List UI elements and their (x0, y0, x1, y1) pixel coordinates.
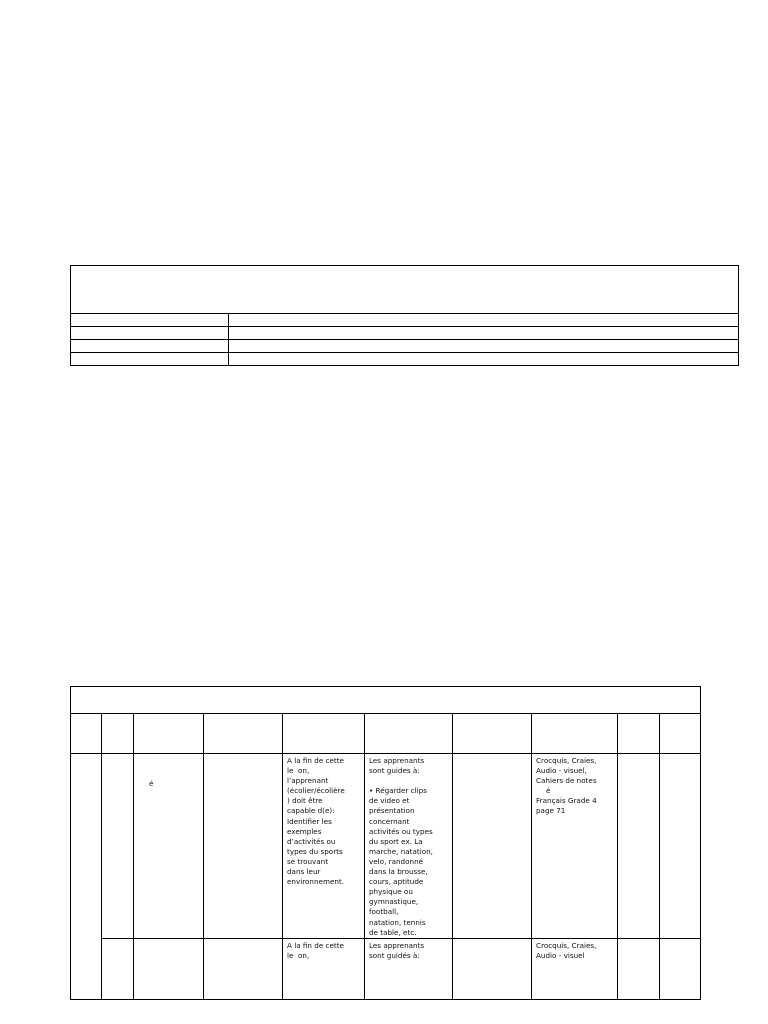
column-header (365, 714, 453, 754)
lesson-plan-table (70, 686, 701, 1000)
column-header (283, 714, 365, 754)
table-cell (134, 754, 204, 939)
info-label (71, 314, 229, 327)
table-row (71, 754, 701, 939)
column-header (618, 714, 660, 754)
header-row (71, 714, 701, 754)
table-cell (204, 938, 283, 999)
info-label (71, 353, 229, 366)
table-row (71, 314, 739, 327)
column-header (660, 714, 701, 754)
table-cell (618, 754, 660, 939)
info-value (229, 314, 739, 327)
info-label (71, 340, 229, 353)
table-row (71, 938, 701, 999)
activities-text: Les apprenants sont guidés à: (369, 940, 425, 960)
table-cell (618, 938, 660, 999)
resources-text: Crocquis, Craies, Audio - visuel (536, 940, 597, 960)
column-header (453, 714, 532, 754)
info-value (229, 340, 739, 353)
table-cell (134, 938, 204, 999)
info-value (229, 353, 739, 366)
table-cell (660, 938, 701, 999)
objectives-text: A la fin de cette le on, (287, 940, 344, 960)
column-header (102, 714, 134, 754)
info-table-header (71, 266, 739, 314)
resources-cell (532, 754, 618, 939)
accent-mark: é (149, 779, 154, 788)
objectives-cell (283, 938, 365, 999)
table-cell (71, 754, 102, 1000)
table-cell (453, 938, 532, 999)
table-row (71, 340, 739, 353)
table-cell (453, 754, 532, 939)
activities-cell (365, 754, 453, 939)
info-label (71, 327, 229, 340)
table-row (71, 353, 739, 366)
resources-cell (532, 938, 618, 999)
info-table (70, 265, 739, 366)
info-value (229, 327, 739, 340)
table-cell (102, 938, 134, 999)
activities-text: Les apprenants sont guides à: • Régarder clips de video et présentation concernant activités ou types du sport ex. La marche, natation, velo, randonné dans la brousse, cours, aptitude physique ou gymnastique, football, natation, tennis de table, etc. (369, 756, 433, 937)
column-header (204, 714, 283, 754)
column-header (134, 714, 204, 754)
objectives-cell (283, 754, 365, 939)
activities-cell (365, 938, 453, 999)
lesson-table-title (71, 687, 701, 714)
table-cell (660, 754, 701, 939)
objectives-text: A la fin de cette le on, l’apprenant (écolier/écolière ) doit être capable d(e): Identifier les exemples d’activités ou types du sports se trouvant dans leur environnement. (287, 756, 345, 887)
column-header (532, 714, 618, 754)
table-cell (204, 754, 283, 939)
table-row (71, 327, 739, 340)
column-header (71, 714, 102, 754)
resources-text: Crocquis, Craies, Audio - visuel, Cahiers de notes é Français Grade 4 page 71 (536, 756, 597, 816)
table-cell (102, 754, 134, 939)
